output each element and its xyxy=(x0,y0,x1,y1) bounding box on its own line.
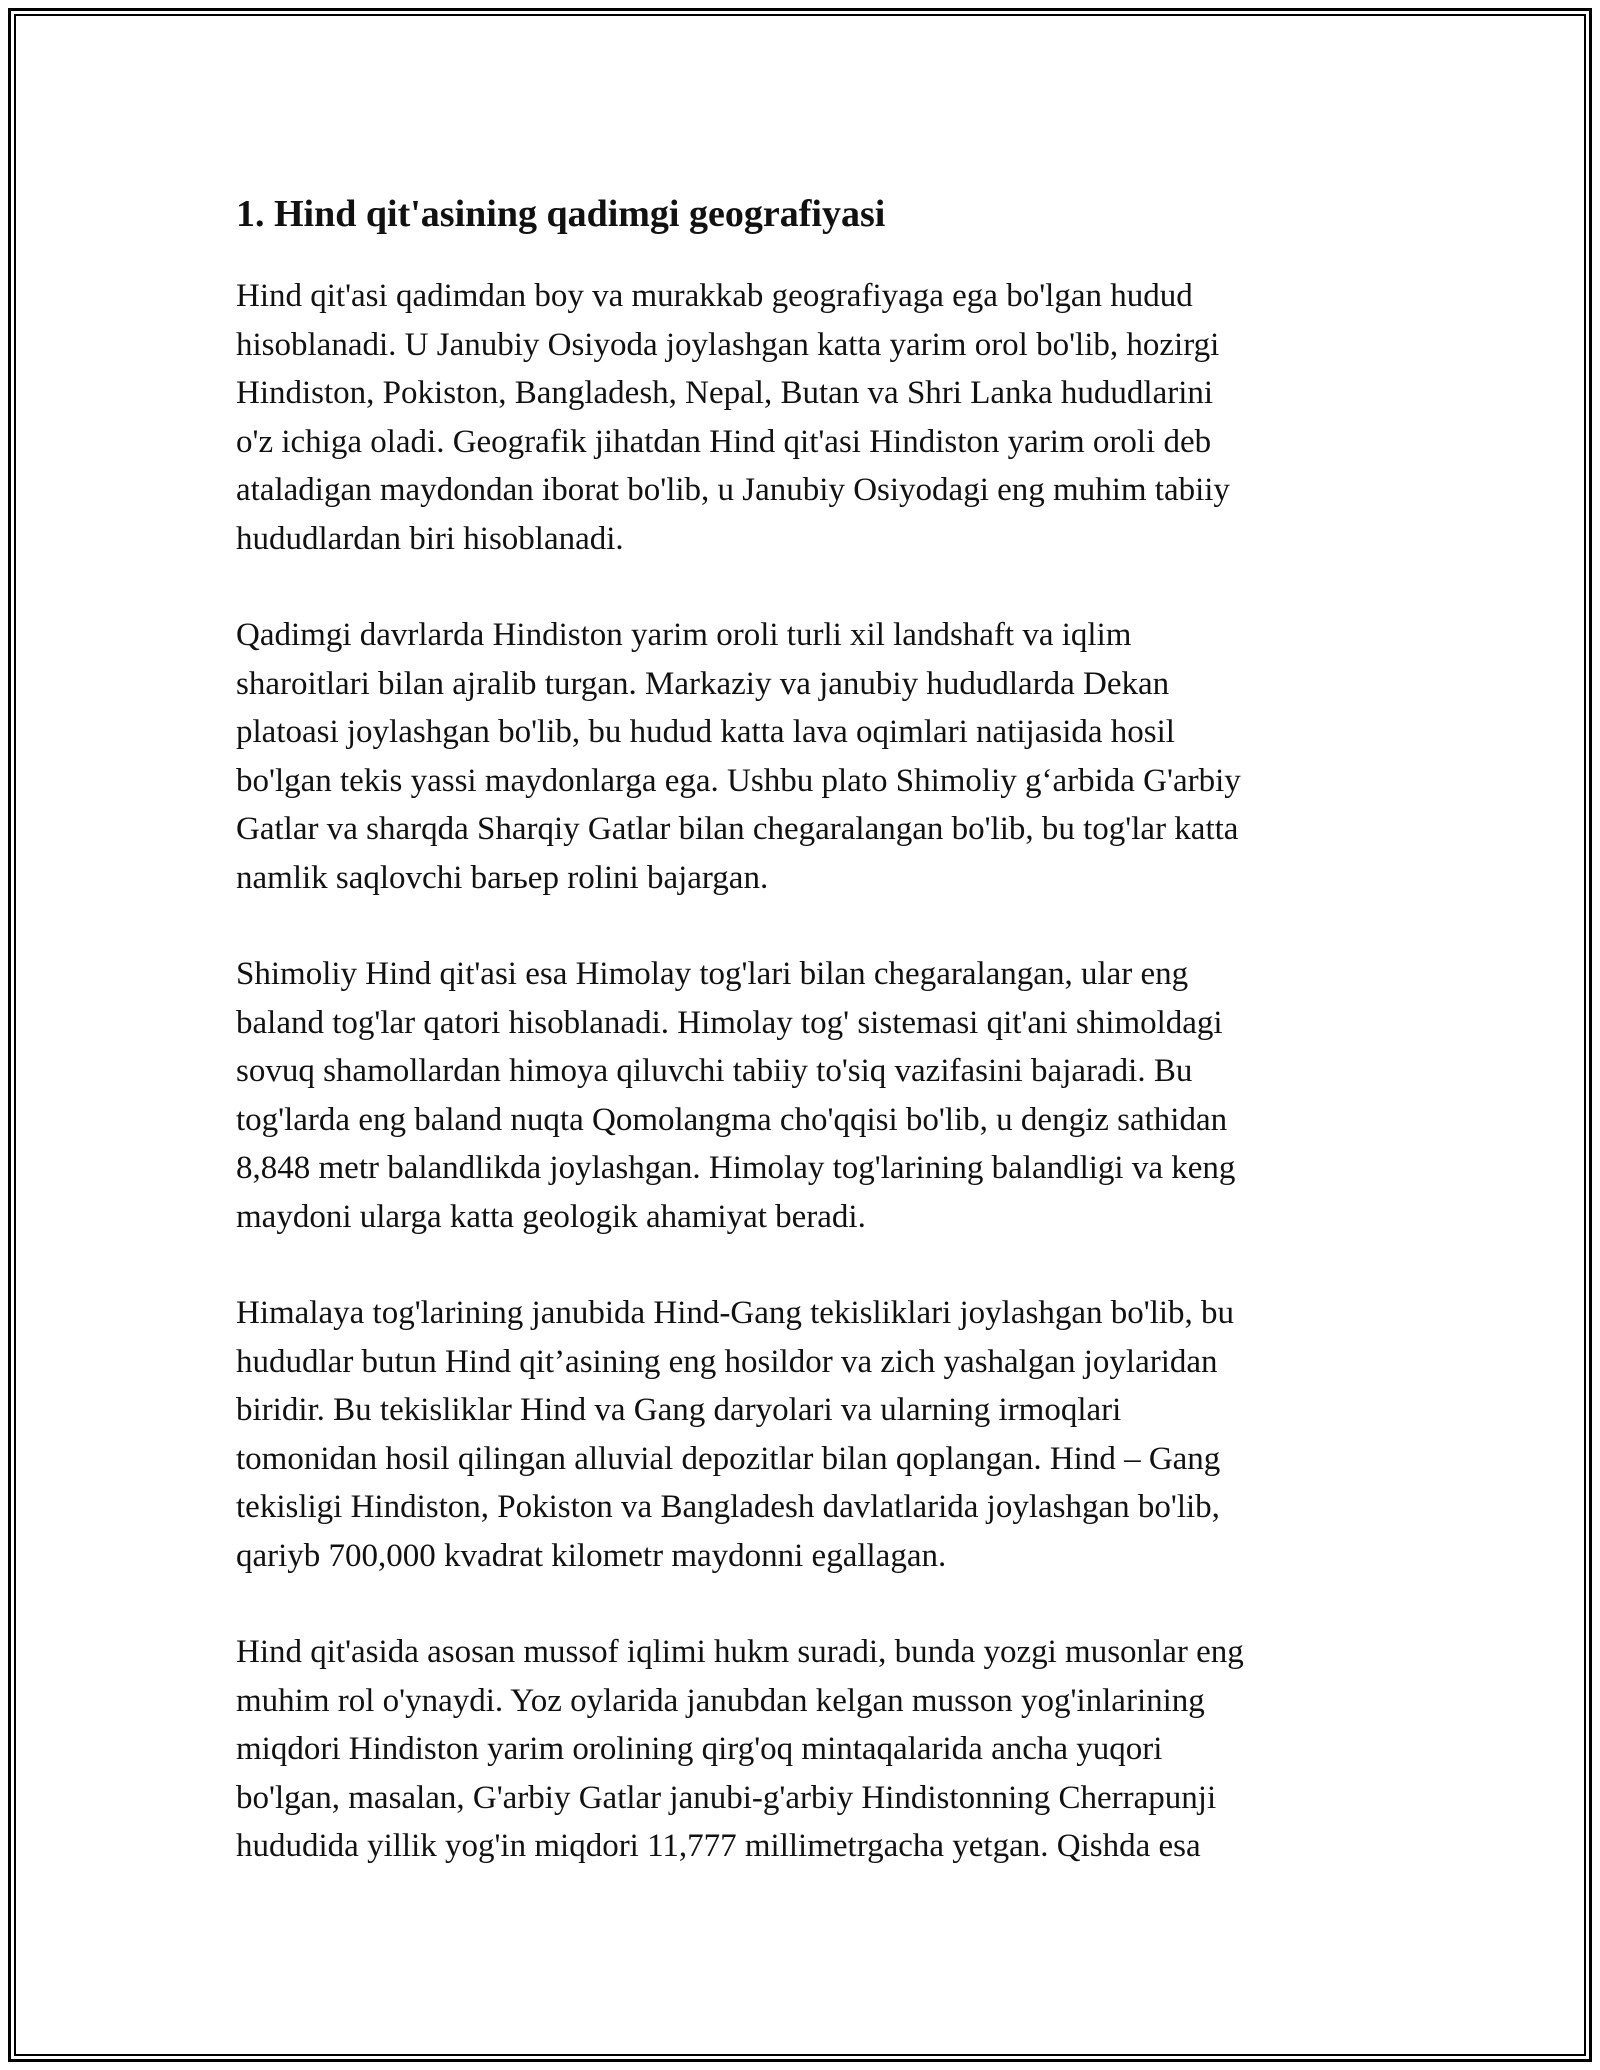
document-body xyxy=(236,182,1376,1919)
paragraph-himalayas: Shimoliy Hind qit'asi esa Himolay tog'lari bilan chegaralangan, ular eng baland tog'lar qatori hisoblanadi. Himolay tog' sistemasi qit'ani shimoldagi sovuq shamollardan himoya qiluvchi tabiiy to'siq vazifasini bajaradi. Bu tog'larda eng baland nuqta Qomolangma cho'qqisi bo'lib, u dengiz sathidan 8,848 metr balandlikda joylashgan. Himolay tog'larining balandligi va keng maydoni ularga katta geologik ahamiyat beradi. xyxy=(236,956,1236,1235)
paragraph-deccan-plateau: Qadimgi davrlarda Hindiston yarim oroli turli xil landshaft va iqlim sharoitlari bilan ajralib turgan. Markaziy va janubiy hududlarda Dekan platoasi joylashgan bo'lib, bu hudud katta lava oqimlari natijasida hosil bo'lgan tekis yassi maydonlarga ega. Ushbu plato Shimoliy g‘arbida G'arbiy Gatlar va sharqda Sharqiy Gatlar bilan chegaralangan bo'lib, bu tog'lar katta namlik saqlovchi barьep rolini bajargan. xyxy=(236,617,1241,896)
section-heading: 1. Hind qit'asining qadimgi geografiyasi xyxy=(236,193,886,235)
paragraph-indo-gangetic-plain: Himalaya tog'larining janubida Hind-Gang tekisliklari joylashgan bo'lib, bu hududlar butun Hind qit’asining eng hosildor va zich yashalgan joylaridan biridir. Bu tekisliklar Hind va Gang daryolari va ularning irmoqlari tomonidan hosil qilingan alluvial depozitlar bilan qoplangan. Hind – Gang tekisligi Hindiston, Pokiston va Bangladesh davlatlarida joylashgan bo'lib, qariyb 700,000 kvadrat kilometr maydonni egallagan. xyxy=(236,1295,1235,1574)
paragraph-monsoon-climate: Hind qit'asida asosan mussof iqlimi hukm suradi, bunda yozgi musonlar eng muhim rol o'ynaydi. Yoz oylarida janubdan kelgan musson yog'inlarining miqdori Hindiston yarim orolining qirg'oq mintaqalarida ancha yuqori bo'lgan, masalan, G'arbiy Gatlar janubi-g'arbiy Hindistonning Cherrapunji hududida yillik yog'in miqdori 11,777 millimetrgacha yetgan. Qishda esa xyxy=(236,1634,1244,1864)
paragraph-geography-overview: Hind qit'asi qadimdan boy va murakkab geografiyaga ega bo'lgan hudud hisoblanadi. U Janubiy Osiyoda joylashgan katta yarim orol bo'lib, hozirgi Hindiston, Pokiston, Bangladesh, Nepal, Butan va Shri Lanka hududlarini o'z ichiga oladi. Geografik jihatdan Hind qit'asi Hindiston yarim oroli deb ataladigan maydondan iborat bo'lib, u Janubiy Osiyodagi eng muhim tabiiy hududlardan biri hisoblanadi. xyxy=(236,278,1230,557)
